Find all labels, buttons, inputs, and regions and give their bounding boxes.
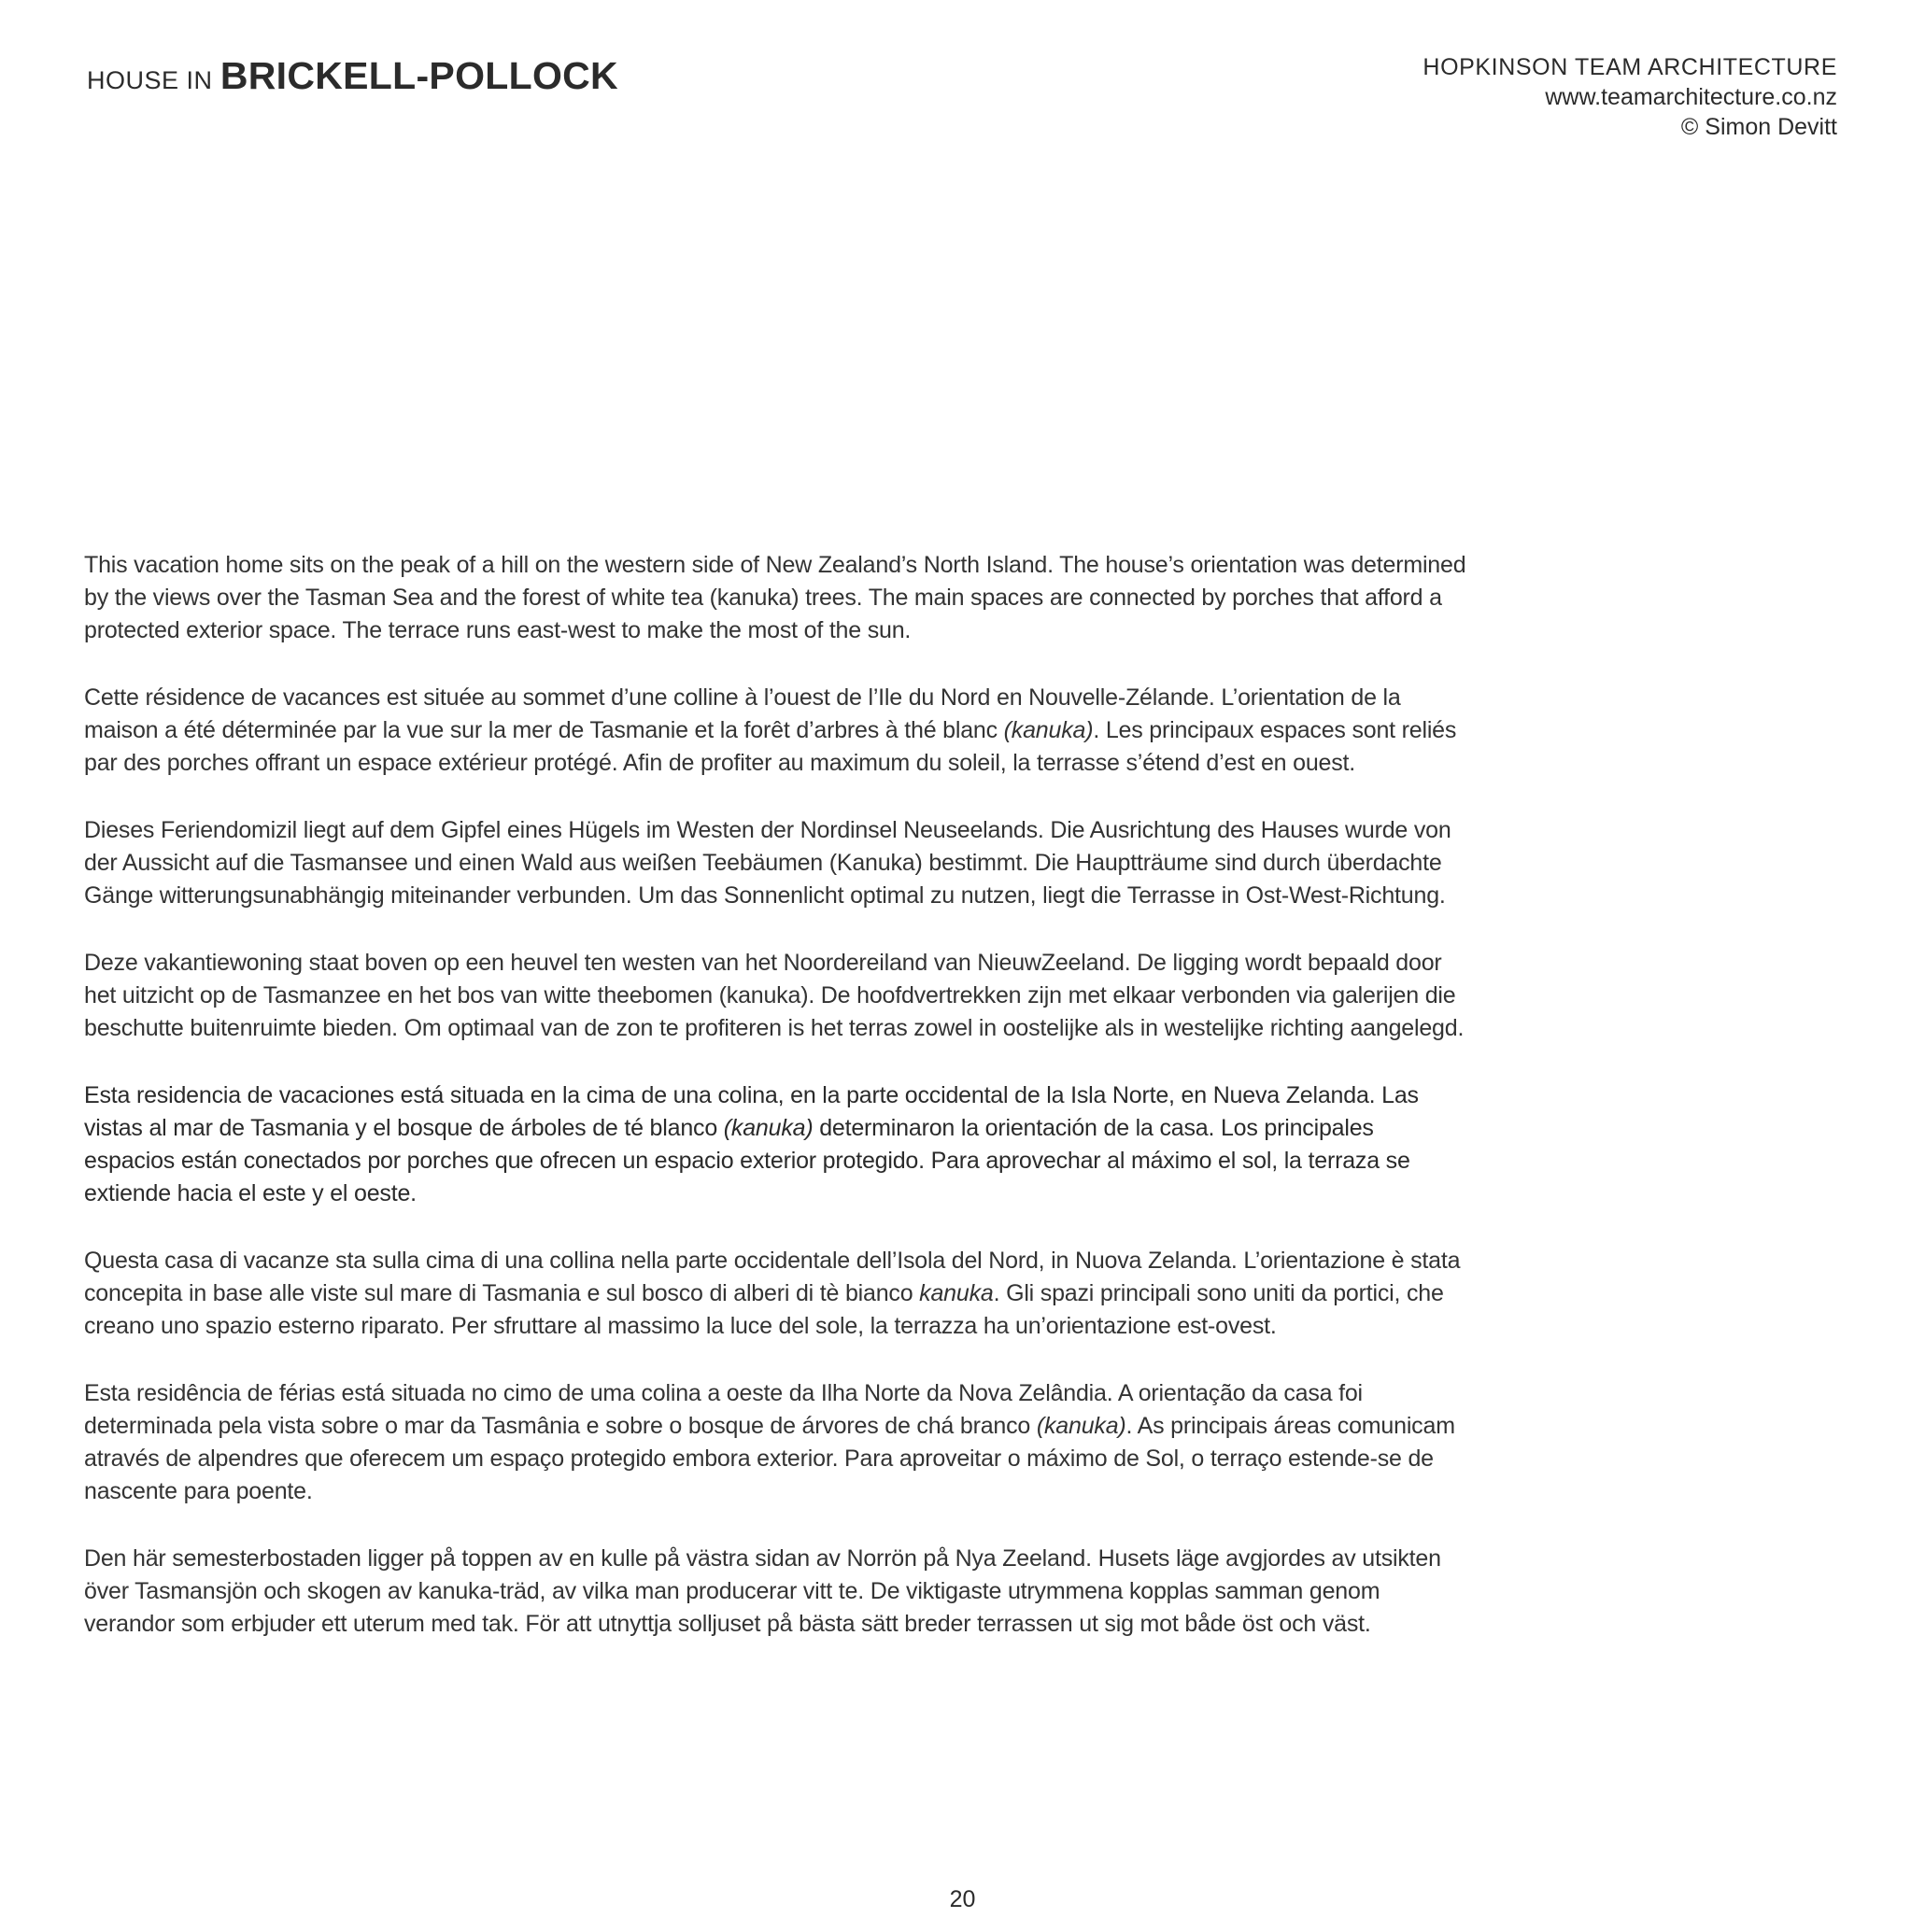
title-main: BRICKELL-POLLOCK xyxy=(219,54,618,97)
credits-block xyxy=(1423,52,1837,142)
multilingual-description xyxy=(84,549,1466,1675)
paragraph-pt xyxy=(84,1377,1466,1508)
paragraph-text: determinaron la orientación de la casa. Los principales espacios están conectados por porches que ofrecen un espacio exterior protegido. Para aprovechar al máximo el sol, la terraza se extiende hacia el este y el oeste. xyxy=(84,1115,1410,1206)
paragraph-text: . Gli spazi principali sono uniti da portici, che creano uno spazio esterno riparato. Per sfruttare al massimo la luce del sole, la terrazza ha un’orientazione est-ovest. xyxy=(84,1280,1444,1339)
paragraph-text: Deze vakantiewoning staat boven op een heuvel ten westen van het Noordereiland van NieuwZeeland. De ligging wordt bepaald door het uitzicht op de Tasmanzee en het bos van witte theebomen (kanuka). De hoofdvertrekken zijn met elkaar verbonden via galerijen die beschutte buitenruimte bieden. Om optimaal van de zon te profiteren is het terras zowel in oostelijke als in westelijke richting aangelegd. xyxy=(84,950,1465,1041)
page-number: 20 xyxy=(949,1886,976,1912)
paragraph-text: . As principais áreas comunicam através de alpendres que oferecem um espaço protegido embora exterior. Para aproveitar o máximo de Sol, o terraço estende-se de nascente para poente. xyxy=(84,1413,1455,1504)
page-title xyxy=(87,54,618,98)
paragraph-text: Esta residência de férias está situada no cimo de uma colina a oeste da Ilha Norte da Nova Zelândia. A orientação da casa foi determinada pela vista sobre o mar da Tasmânia e sobre o bosque de árvores de chá branco xyxy=(84,1380,1363,1439)
paragraph-en xyxy=(84,549,1466,647)
paragraph-text: This vacation home sits on the peak of a hill on the western side of New Zealand’s North Island. The house’s orientation was determined by the views over the Tasman Sea and the forest of white tea (kanuka) trees. The main spaces are connected by porches that afford a protected exterior space. The terrace runs east-west to make the most of the sun. xyxy=(84,552,1466,643)
italic-term: (kanuka) xyxy=(1036,1413,1126,1439)
italic-term: (kanuka) xyxy=(723,1115,814,1141)
paragraph-text: Dieses Feriendomizil liegt auf dem Gipfel eines Hügels im Westen der Nordinsel Neuseelands. Die Ausrichtung des Hauses wurde von der Aussicht auf die Tasmansee und einen Wald aus weißen Teebäumen (Kanuka) bestimmt. Die Hauptträume sind durch überdachte Gänge witterungsunabhängig miteinander verbunden. Um das Sonnenlicht optimal zu nutzen, liegt die Terrasse in Ost-West-Richtung. xyxy=(84,817,1451,909)
paragraph-text: Esta residencia de vacaciones está situada en la cima de una colina, en la parte occidental de la Isla Norte, en Nueva Zelanda. Las vistas al mar de Tasmania y el bosque de árboles de té blanco xyxy=(84,1082,1419,1141)
architect-website: www.teamarchitecture.co.nz xyxy=(1545,84,1837,110)
paragraph-text: . Les principaux espaces sont reliés par des porches offrant un espace extérieur protégé. Afin de profiter au maximum du soleil, la terrasse s’étend d’est en ouest. xyxy=(84,717,1457,776)
title-prefix: HOUSE IN xyxy=(87,66,213,94)
italic-term: kanuka xyxy=(919,1280,994,1306)
paragraph-fr xyxy=(84,682,1466,780)
photo-credit: © Simon Devitt xyxy=(1680,114,1837,140)
paragraph-nl xyxy=(84,947,1466,1045)
architect-firm: HOPKINSON TEAM ARCHITECTURE xyxy=(1423,54,1837,80)
paragraph-text: Cette résidence de vacances est située au sommet d’une colline à l’ouest de l’Ile du Nord en Nouvelle-Zélande. L’orientation de la maison a été déterminée par la vue sur la mer de Tasmanie et la forêt d’arbres à thé blanc xyxy=(84,684,1401,743)
italic-term: (kanuka) xyxy=(1003,717,1094,743)
paragraph-de xyxy=(84,814,1466,912)
paragraph-es xyxy=(84,1079,1466,1210)
paragraph-sv xyxy=(84,1543,1466,1641)
paragraph-text: Den här semesterbostaden ligger på toppen av en kulle på västra sidan av Norrön på Nya Zeeland. Husets läge avgjordes av utsikten över Tasmansjön och skogen av kanuka-träd, av vilka man producerar vitt te. De viktigaste utrymmena kopplas samman genom verandor som erbjuder ett uterum med tak. För att utnyttja solljuset på bästa sätt breder terrassen ut sig mot både öst och väst. xyxy=(84,1545,1441,1637)
paragraph-text: Questa casa di vacanze sta sulla cima di una collina nella parte occidentale dell’Isola del Nord, in Nuova Zelanda. L’orientazione è stata concepita in base alle viste sul mare di Tasmania e sul bosco di alberi di tè bianco xyxy=(84,1248,1461,1306)
paragraph-it xyxy=(84,1245,1466,1343)
